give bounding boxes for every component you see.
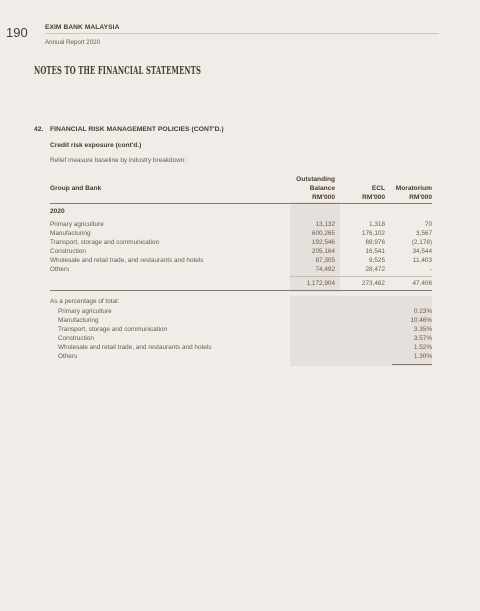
percentage-label: Manufacturing xyxy=(58,317,99,324)
header-rule xyxy=(45,33,439,34)
row-label: Others xyxy=(50,266,70,273)
row-moratorium: 11,403 xyxy=(412,257,432,264)
row-label: Manufacturing xyxy=(50,230,91,237)
percentage-label: Wholesale and retail trade, and restaurants and hotels xyxy=(58,344,212,351)
row-balance: 87,305 xyxy=(315,257,335,264)
year-label: 2020 xyxy=(50,208,65,215)
row-ecl: 1,318 xyxy=(369,221,385,228)
moratorium-header-name: Moratorium xyxy=(395,185,432,192)
report-name: Annual Report 2020 xyxy=(45,39,101,46)
row-moratorium: 70 xyxy=(424,221,432,228)
ecl-header-unit: RM'000 xyxy=(362,194,385,201)
table-row xyxy=(50,265,432,274)
row-label: Construction xyxy=(50,248,86,255)
totals-rule xyxy=(50,290,432,291)
balance-header-unit: RM'000 xyxy=(312,194,335,201)
table-header-group: Group and Bank xyxy=(50,185,102,192)
table-header-moratorium xyxy=(385,184,432,202)
note-title: FINANCIAL RISK MANAGEMENT POLICIES (CONT'D.) xyxy=(50,126,224,133)
balance-header-line2: Balance xyxy=(309,185,335,192)
percentage-value: 3.35% xyxy=(413,326,432,333)
percentage-row xyxy=(58,307,432,316)
percentage-label: Transport, storage and communication xyxy=(58,326,168,333)
row-balance: 600,265 xyxy=(311,230,335,237)
row-moratorium: - xyxy=(429,266,432,273)
percentage-value: 3.57% xyxy=(413,335,432,342)
row-balance: 13,132 xyxy=(315,221,335,228)
percentage-label: Primary agriculture xyxy=(58,308,112,315)
table-row xyxy=(50,238,432,247)
table-row xyxy=(50,229,432,238)
percentage-row xyxy=(58,316,432,325)
percentage-value: 10.46% xyxy=(410,317,432,324)
note-number: 42. xyxy=(34,126,44,133)
row-moratorium: (2,178) xyxy=(411,239,432,246)
subtotal-rule xyxy=(290,276,432,277)
org-name: EXIM BANK MALAYSIA xyxy=(45,24,120,31)
row-label: Transport, storage and communication xyxy=(50,239,160,246)
row-balance: 192,546 xyxy=(311,239,335,246)
percentage-value: 1.30% xyxy=(413,353,432,360)
percentage-value: 1.52% xyxy=(413,344,432,351)
moratorium-header-unit: RM'000 xyxy=(409,194,432,201)
total-ecl: 273,462 xyxy=(361,280,385,287)
balance-header-line1: Outstanding xyxy=(296,176,335,183)
section-title: NOTES TO THE FINANCIAL STATEMENTS xyxy=(34,64,201,77)
page-number: 190 xyxy=(6,25,28,40)
percentage-label: Construction xyxy=(58,335,94,342)
percentage-heading: As a percentage of total: xyxy=(50,298,120,305)
row-balance: 74,492 xyxy=(315,266,335,273)
row-balance: 205,164 xyxy=(311,248,335,255)
total-moratorium: 47,406 xyxy=(412,280,432,287)
percentage-row xyxy=(58,334,432,343)
row-ecl: 9,525 xyxy=(369,257,385,264)
row-ecl: 16,541 xyxy=(365,248,385,255)
percentage-row xyxy=(58,343,432,352)
percentage-label: Others xyxy=(58,353,78,360)
row-moratorium: 34,544 xyxy=(412,248,432,255)
table-row xyxy=(50,220,432,229)
table-header-ecl xyxy=(340,184,385,202)
percentage-row xyxy=(58,352,432,361)
totals-row xyxy=(50,279,432,288)
row-label: Primary agriculture xyxy=(50,221,104,228)
note-intro: Relief measure baseline by industry breakdown: xyxy=(50,157,187,164)
note-subtitle: Credit risk exposure (cont'd.) xyxy=(50,142,142,149)
row-ecl: 176,102 xyxy=(361,230,385,237)
table-row xyxy=(50,256,432,265)
row-moratorium: 3,567 xyxy=(416,230,432,237)
table-row xyxy=(50,247,432,256)
percentage-row xyxy=(58,325,432,334)
percentage-end-rule xyxy=(392,364,432,365)
ecl-header-name: ECL xyxy=(371,185,385,192)
table-header-balance xyxy=(280,175,335,202)
total-balance: 1,172,904 xyxy=(306,280,335,287)
row-ecl: 69,976 xyxy=(365,239,385,246)
percentage-value: 0.23% xyxy=(413,308,432,315)
row-label: Wholesale and retail trade, and restaurants and hotels xyxy=(50,257,204,264)
header-bottom-rule xyxy=(50,203,432,204)
row-ecl: 28,472 xyxy=(365,266,385,273)
